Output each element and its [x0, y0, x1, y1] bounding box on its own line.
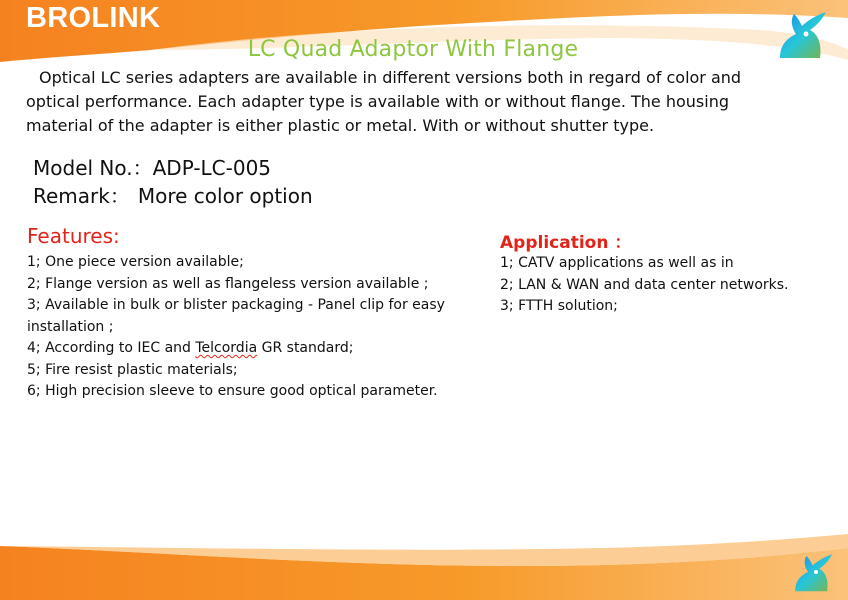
feature-item: 5; Fire resist plastic materials;: [27, 361, 238, 378]
feature-item: 6; High precision sleeve to ensure good optical parameter.: [27, 383, 438, 399]
mascot-logo-icon: [784, 548, 840, 596]
application-item: 3; FTTH solution;: [500, 298, 618, 314]
features-heading: Features:: [27, 224, 120, 248]
remark-label: Remark: [33, 184, 110, 208]
feature-item-text: 4; According to IEC and: [27, 340, 191, 356]
feature-item: 2; Flange version as well as flangeless version available ;: [27, 275, 429, 292]
application-item: 1; CATV applications as well as in: [500, 255, 734, 271]
application-item: 2; LAN & WAN and data center networks.: [500, 276, 789, 293]
brand-name: BROLINK: [26, 2, 161, 34]
model-number-value: ADP-LC-005: [152, 156, 272, 180]
remark-value: More color option: [137, 184, 313, 208]
application-heading: [500, 228, 631, 253]
intro-paragraph: Optical LC series adapters are available in different versions both in regard of color and optical performance. Each adapter type is available with or without flange. The housing material of the adapter is either plastic or metal. With or without shutter type.: [26, 68, 742, 135]
feature-item: [27, 338, 479, 360]
model-number-label: Model No.: [33, 156, 133, 180]
remark-separator: ：: [109, 184, 130, 208]
model-number-separator: ：: [132, 156, 153, 180]
spellcheck-word: Telcordia: [195, 340, 258, 356]
model-block: [33, 154, 313, 210]
page-title: LC Quad Adaptor With Flange: [247, 37, 579, 62]
mascot-logo-icon: [766, 8, 836, 60]
feature-item: 1; One piece version available;: [27, 254, 244, 270]
feature-item: 3; Available in bulk or blister packaging - Panel clip for easy installation ;: [27, 297, 445, 335]
application-heading-label: Application: [500, 233, 609, 253]
model-number-line: [33, 154, 313, 182]
feature-item-text: GR standard;: [261, 340, 354, 356]
application-list: [500, 253, 830, 318]
application-heading-separator: ：: [614, 233, 632, 253]
features-list: [27, 252, 479, 403]
remark-line: [33, 182, 313, 210]
